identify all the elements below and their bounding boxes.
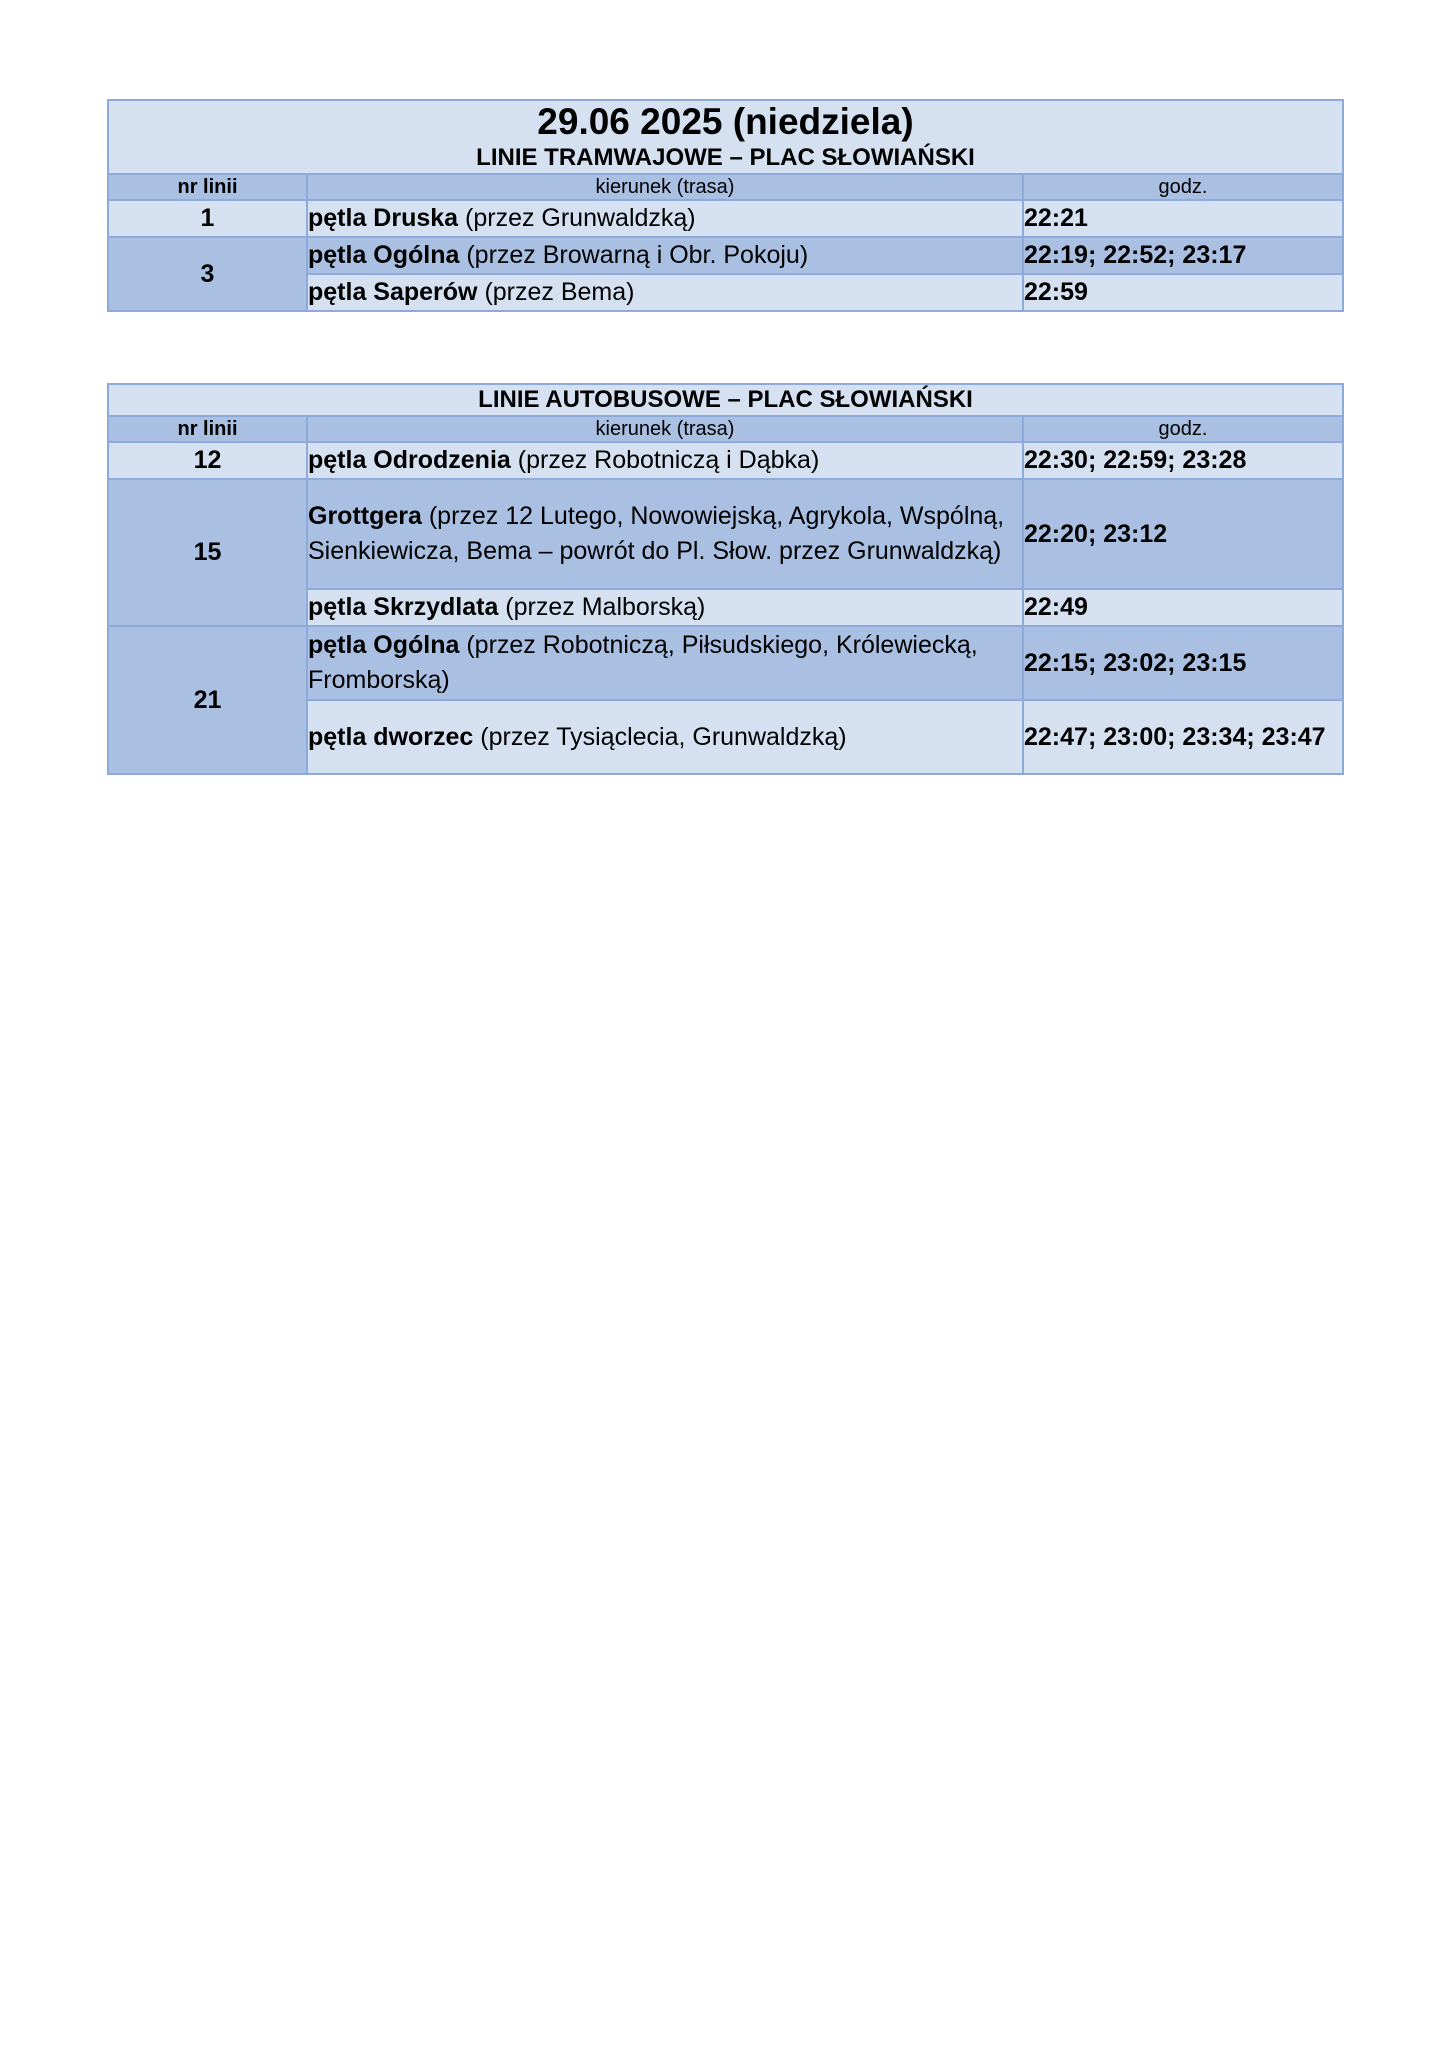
bus-timetable xyxy=(107,383,1344,775)
route: (przez Robotniczą, Piłsudskiego, Królewiecką, Fromborską) xyxy=(308,631,978,694)
destination: pętla Druska xyxy=(308,204,459,232)
table-row xyxy=(108,626,1343,700)
table-row xyxy=(108,442,1343,479)
destination: Grottgera xyxy=(308,502,422,530)
route: (przez 12 Lutego, Nowowiejską, Agrykola, Wspólną, Sienkiewicza, Bema – powrót do Pl. Słow. przez Grunwaldzką) xyxy=(308,502,1005,565)
direction-cell xyxy=(307,700,1023,774)
tram-section-title: LINIE TRAMWAJOWE – PLAC SŁOWIAŃSKI xyxy=(476,144,975,171)
col-header-line: nr linii xyxy=(108,416,307,442)
col-header-direction: kierunek (trasa) xyxy=(307,174,1023,200)
route: (przez Robotniczą i Dąbka) xyxy=(510,446,820,474)
line-number: 1 xyxy=(108,200,307,237)
col-header-time: godz. xyxy=(1023,174,1343,200)
tram-timetable xyxy=(107,99,1344,312)
departure-times: 22:59 xyxy=(1023,274,1343,311)
destination: pętla Odrodzenia xyxy=(308,446,511,474)
direction-cell xyxy=(307,626,1023,700)
line-number: 15 xyxy=(108,479,307,626)
departure-times: 22:21 xyxy=(1023,200,1343,237)
table-row xyxy=(108,479,1343,589)
destination: pętla Saperów xyxy=(308,278,478,306)
departure-times: 22:15; 23:02; 23:15 xyxy=(1023,626,1343,700)
direction-cell xyxy=(307,274,1023,311)
date-title: 29.06 2025 (niedziela) xyxy=(537,101,914,142)
destination: pętla Ogólna xyxy=(308,241,460,269)
destination: pętla dworzec xyxy=(308,722,474,751)
route: (przez Bema) xyxy=(477,278,635,306)
direction-cell xyxy=(307,589,1023,626)
bus-section-title: LINIE AUTOBUSOWE – PLAC SŁOWIAŃSKI xyxy=(108,384,1343,416)
departure-times: 22:19; 22:52; 23:17 xyxy=(1023,237,1343,274)
line-number: 12 xyxy=(108,442,307,479)
table-row xyxy=(108,200,1343,237)
direction-cell xyxy=(307,442,1023,479)
route: (przez Malborską) xyxy=(498,593,706,621)
col-header-time: godz. xyxy=(1023,416,1343,442)
departure-times: 22:20; 23:12 xyxy=(1023,479,1343,589)
direction-cell xyxy=(307,200,1023,237)
line-number: 3 xyxy=(108,237,307,311)
col-header-direction: kierunek (trasa) xyxy=(307,416,1023,442)
destination: pętla Skrzydlata xyxy=(308,593,499,621)
tram-header-cell xyxy=(108,100,1343,174)
route: (przez Browarną i Obr. Pokoju) xyxy=(459,241,809,269)
direction-cell xyxy=(307,237,1023,274)
route: (przez Grunwaldzką) xyxy=(458,204,696,232)
departure-times: 22:47; 23:00; 23:34; 23:47 xyxy=(1023,700,1343,774)
table-row xyxy=(108,237,1343,274)
departure-times: 22:30; 22:59; 23:28 xyxy=(1023,442,1343,479)
destination: pętla Ogólna xyxy=(308,631,460,659)
route: (przez Tysiąclecia, Grunwaldzką) xyxy=(473,722,847,751)
col-header-line: nr linii xyxy=(108,174,307,200)
departure-times: 22:49 xyxy=(1023,589,1343,626)
line-number: 21 xyxy=(108,626,307,774)
direction-cell xyxy=(307,479,1023,589)
